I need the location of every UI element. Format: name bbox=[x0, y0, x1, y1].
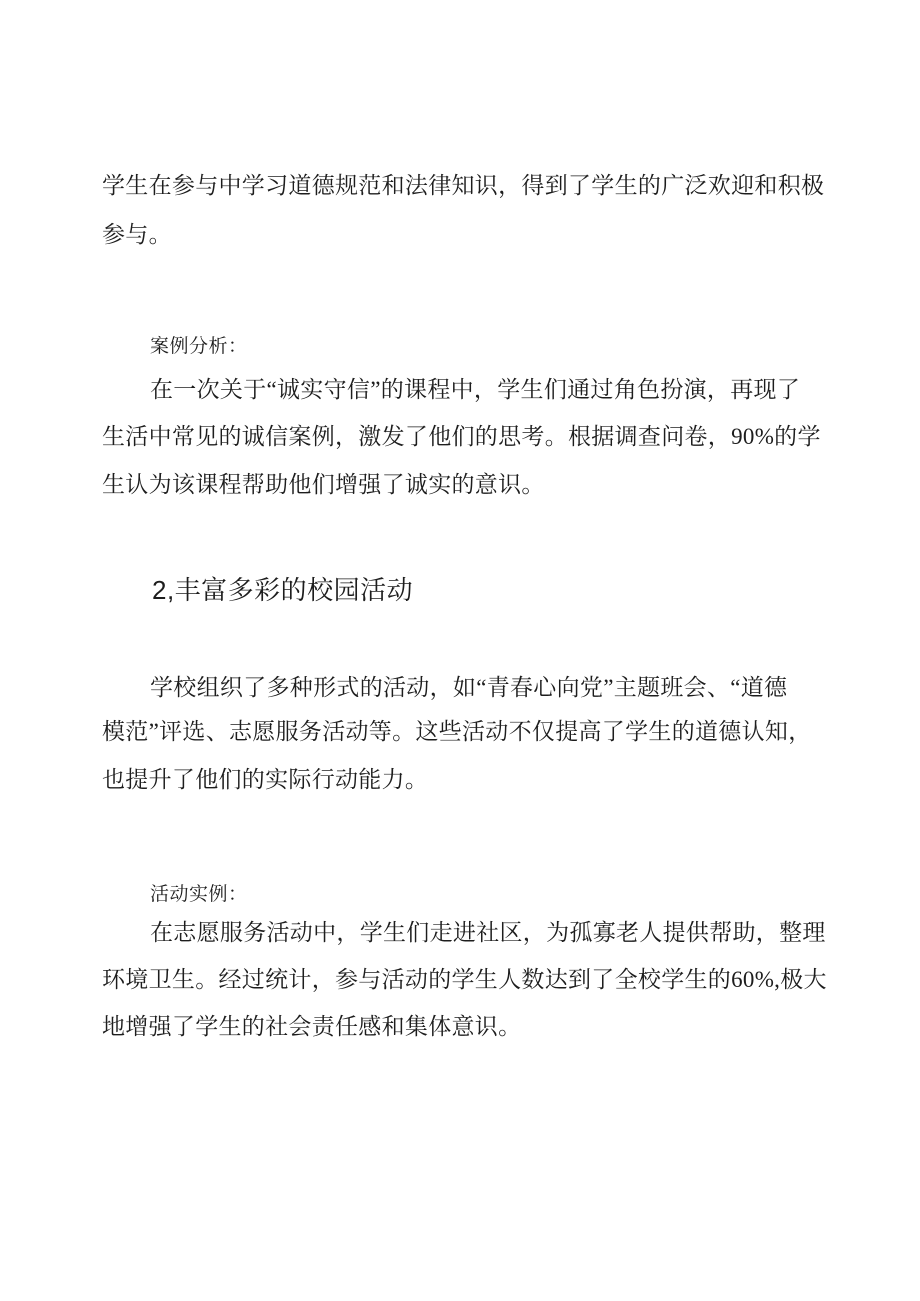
case-analysis-label: 案例分析： bbox=[150, 336, 248, 357]
intro-paragraph-line-2: 参与。 bbox=[102, 222, 172, 247]
activity-example-label: 活动实例： bbox=[150, 884, 248, 905]
activity-example-line-2: 环境卫生。经过统计，参与活动的学生人数达到了全校学生的60%,极大 bbox=[102, 967, 827, 992]
case-analysis-line-2: 生活中常见的诚信案例，激发了他们的思考。根据调查问卷，90%的学 bbox=[102, 424, 821, 449]
case-analysis-line-3: 生认为该课程帮助他们增强了诚实的意识。 bbox=[102, 472, 545, 497]
intro-paragraph-line-1: 学生在参与中学习道德规范和法律知识，得到了学生的广泛欢迎和积极 bbox=[102, 173, 825, 198]
section2-line-1: 学校组织了多种形式的活动，如“青春心向党”主题班会、“道德 bbox=[150, 675, 788, 700]
section2-line-3: 也提升了他们的实际行动能力。 bbox=[102, 767, 429, 792]
activity-example-line-1: 在志愿服务活动中，学生们走进社区，为孤寡老人提供帮助，整理 bbox=[150, 920, 826, 945]
section2-line-2: 模范”评选、志愿服务活动等。这些活动不仅提高了学生的道德认知， bbox=[102, 719, 812, 744]
activity-example-line-3: 地增强了学生的社会责任感和集体意识。 bbox=[102, 1014, 522, 1039]
section-heading: 2,丰富多彩的校园活动 bbox=[152, 575, 414, 605]
case-analysis-line-1: 在一次关于“诚实守信”的课程中，学生们通过角色扮演，再现了 bbox=[150, 377, 801, 402]
